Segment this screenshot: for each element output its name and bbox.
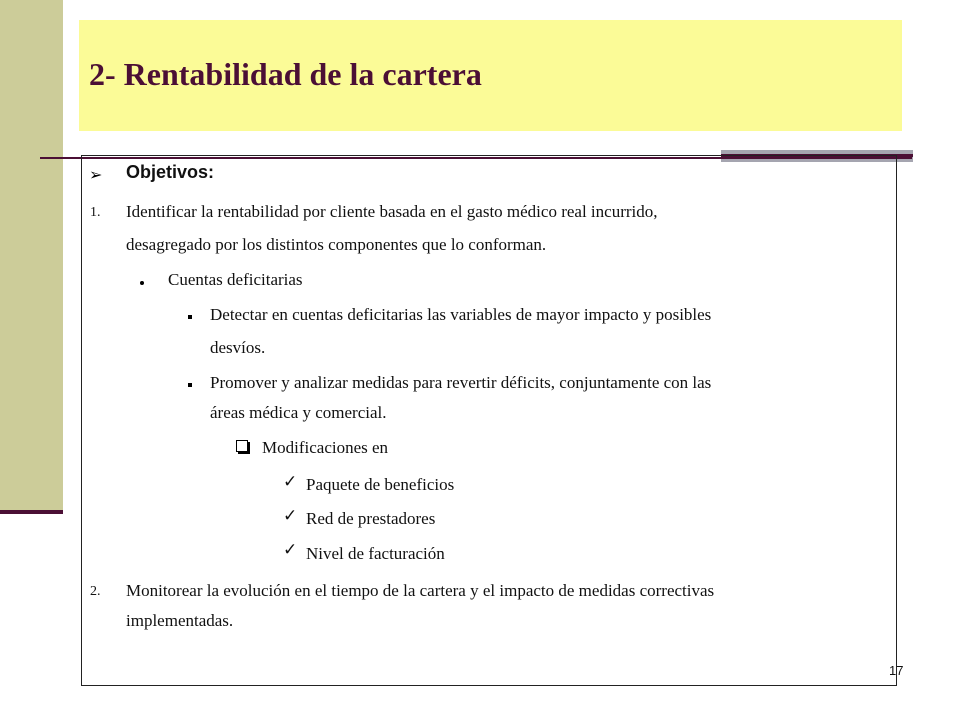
item2-line1: Monitorear la evolución en el tiempo de la cartera y el impacto de medidas correctivas: [126, 581, 715, 600]
item2-line2: implementadas.: [126, 611, 234, 630]
point1-line1: Detectar en cuentas deficitarias las variables de mayor impacto y posibles: [210, 305, 712, 324]
point2-line2: áreas médica y comercial.: [210, 403, 387, 422]
item-number-1: 1.: [90, 205, 101, 220]
point2-line1: Promover y analizar medidas para revertir déficits, conjuntamente con las: [210, 373, 712, 392]
modificaciones-label: Modificaciones en: [262, 438, 389, 457]
square-bullet-icon: [188, 383, 192, 387]
check-item: Nivel de facturación: [306, 544, 445, 563]
item1-line2: desagregado por los distintos componentes que lo conforman.: [126, 235, 547, 254]
arrow-bullet-icon: ➢: [89, 167, 103, 184]
left-sidebar-decoration: [0, 0, 63, 512]
check-icon: ✓: [283, 540, 298, 560]
check-icon: ✓: [283, 506, 298, 526]
item1-line1: Identificar la rentabilidad por cliente basada en el gasto médico real incurrido,: [126, 202, 658, 221]
slide-title: 2- Rentabilidad de la cartera: [89, 56, 482, 92]
square-bullet-icon: [188, 315, 192, 319]
check-icon: ✓: [283, 472, 298, 492]
check-item: Red de prestadores: [306, 509, 436, 528]
objectives-heading: [126, 162, 214, 183]
dot-bullet-icon: [140, 281, 144, 285]
sub-heading-cuentas: Cuentas deficitarias: [168, 270, 303, 289]
item-number-2: 2.: [90, 584, 101, 599]
objectives-heading-colon: :: [208, 162, 215, 182]
objectives-heading-text: Objetivos: [126, 162, 209, 182]
sidebar-accent-line: [0, 510, 63, 514]
checkbox-bullet-icon: [236, 440, 248, 452]
check-item: Paquete de beneficios: [306, 475, 455, 494]
page-number: 17: [889, 663, 904, 678]
point1-line2: desvíos.: [210, 338, 266, 357]
